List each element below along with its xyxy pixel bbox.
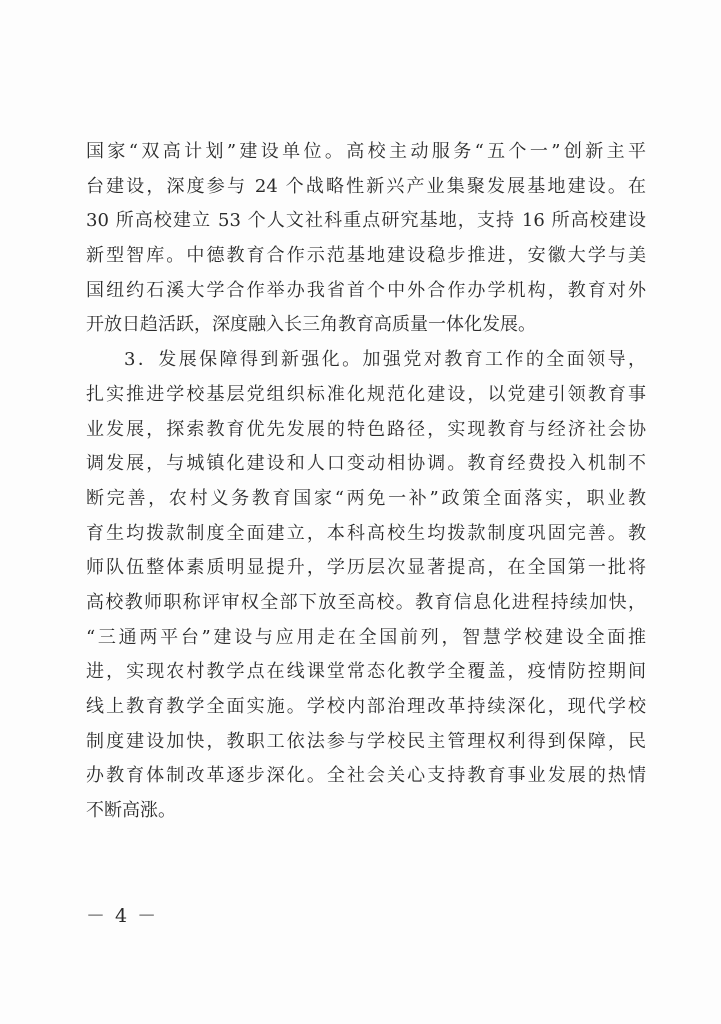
text-line: 制度建设加快，教职工依法参与学校民主管理权利得到保障，民 — [86, 730, 646, 752]
text-line: 办教育体制改革逐步深化。全社会关心支持教育事业发展的热情 — [86, 765, 646, 787]
page-number: － 4 － — [86, 905, 159, 927]
text-line: 台建设，深度参与 24 个战略性新兴产业集聚发展基地建设。在 — [86, 175, 646, 197]
section-heading-line: 3．发展保障得到新强化。加强党对教育工作的全面领导， — [124, 349, 646, 371]
paragraph-end-line: 开放日趋活跃，深度融入长三角教育高质量一体化发展。 — [86, 314, 536, 336]
text-line: 30 所高校建立 53 个人文社科重点研究基地，支持 16 所高校建设 — [86, 210, 646, 232]
text-line: 业发展，探索教育优先发展的特色路径，实现教育与经济社会协 — [86, 418, 646, 440]
text-line: 国家“双高计划”建设单位。高校主动服务“五个一”创新主平 — [86, 141, 646, 162]
text-line: “三通两平台”建设与应用走在全国前列，智慧学校建设全面推 — [86, 626, 646, 648]
text-line: 扎实推进学校基层党组织标准化规范化建设，以党建引领教育事 — [86, 383, 646, 405]
text-line: 高校教师职称评审权全部下放至高校。教育信息化进程持续加快， — [86, 591, 646, 613]
paragraph-end-line: 不断高涨。 — [86, 800, 176, 822]
body-text — [86, 135, 646, 829]
text-line: 国纽约石溪大学合作举办我省首个中外合作办学机构，教育对外 — [86, 279, 646, 301]
text-line: 线上教育教学全面实施。学校内部治理改革持续深化，现代学校 — [86, 696, 646, 717]
text-line: 进，实现农村教学点在线课堂常态化教学全覆盖，疫情防控期间 — [86, 661, 646, 683]
text-line: 调发展，与城镇化建设和人口变动相协调。教育经费投入机制不 — [86, 453, 646, 475]
text-line: 断完善，农村义务教育国家“两免一补”政策全面落实，职业教 — [86, 487, 646, 509]
text-line: 育生均拨款制度全面建立，本科高校生均拨款制度巩固完善。教 — [86, 522, 646, 544]
text-line: 师队伍整体素质明显提升，学历层次显著提高，在全国第一批将 — [86, 557, 646, 579]
text-line: 新型智库。中德教育合作示范基地建设稳步推进，安徽大学与美 — [86, 245, 646, 267]
